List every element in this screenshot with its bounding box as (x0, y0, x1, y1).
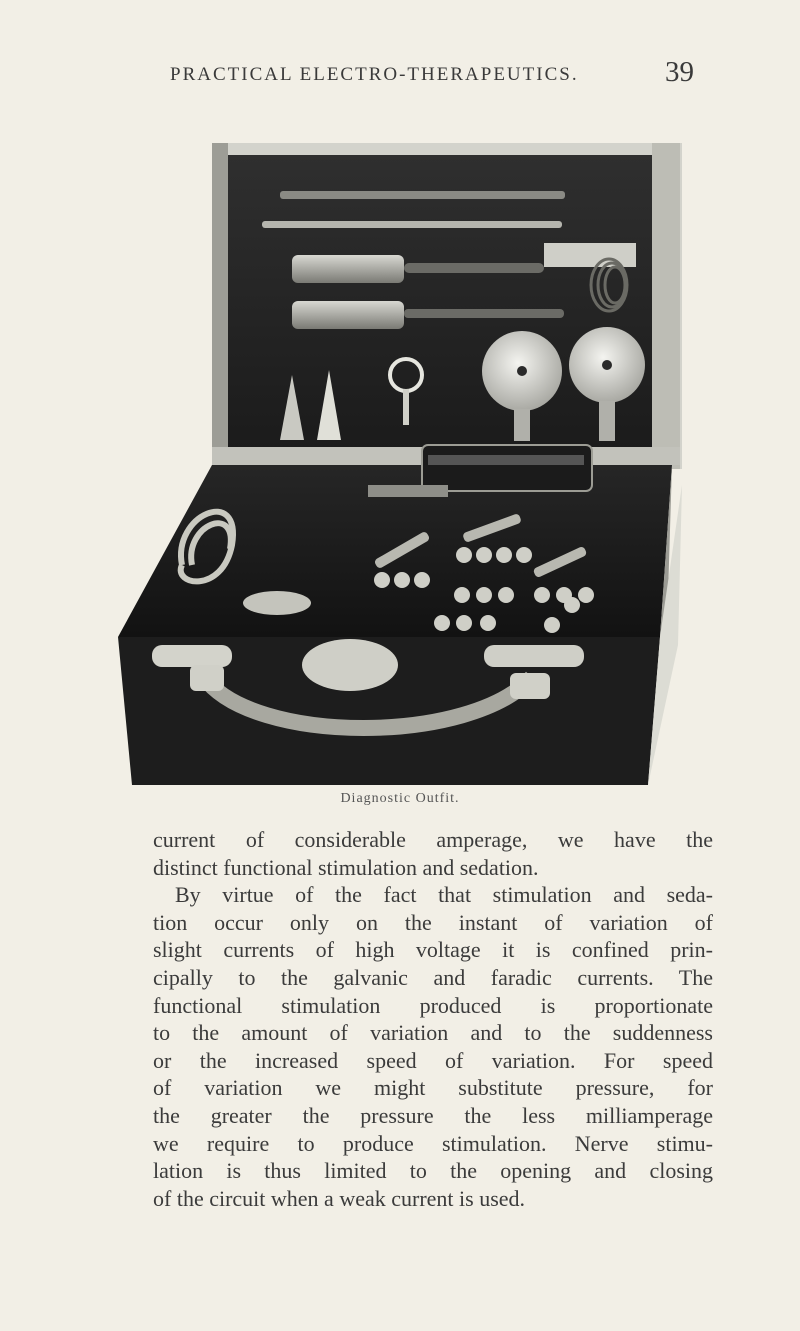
lock-plate (302, 639, 398, 691)
text-line: of the circuit when a weak current is used. (153, 1185, 526, 1211)
text-line: the greater the pressure the less milliamperage (153, 1102, 713, 1128)
page-number: 39 (665, 56, 694, 88)
sponge-electrode (243, 591, 311, 615)
text-line: cipally to the galvanic and faradic currents. The (153, 964, 713, 990)
induction-coil (422, 445, 592, 491)
text-line: lation is thus limited to the opening and closing (153, 1158, 713, 1184)
figure-caption: Diagnostic Outfit. (340, 791, 460, 806)
text-line: we require to produce stimulation. Nerve stimu- (153, 1130, 713, 1156)
text-line: slight currents of high voltage it is confined prin- (153, 937, 713, 963)
text-line: functional stimulation produced is proportionate (153, 992, 713, 1018)
body-paragraph (153, 826, 713, 1212)
latch-left (152, 645, 232, 667)
diagnostic-outfit-illustration (112, 125, 690, 790)
text-line: distinct functional stimulation and sedation. (153, 854, 539, 880)
text-line: or the increased speed of variation. For speed (153, 1047, 713, 1073)
text-line: of variation we might substitute pressure, for (153, 1075, 713, 1101)
text-line: By virtue of the fact that stimulation and seda- (175, 882, 713, 908)
electrode-handle (292, 301, 404, 329)
text-line: current of considerable amperage, we have the (153, 827, 713, 852)
electrode-rod (262, 221, 562, 228)
text-line: tion occur only on the instant of variation of (153, 909, 713, 935)
electrode-rod (280, 191, 565, 199)
running-head: PRACTICAL ELECTRO-THERAPEUTICS. (170, 64, 579, 85)
latch-right (484, 645, 584, 667)
electrode-handle (292, 255, 404, 283)
text-line: to the amount of variation and to the suddenness (153, 1020, 713, 1046)
